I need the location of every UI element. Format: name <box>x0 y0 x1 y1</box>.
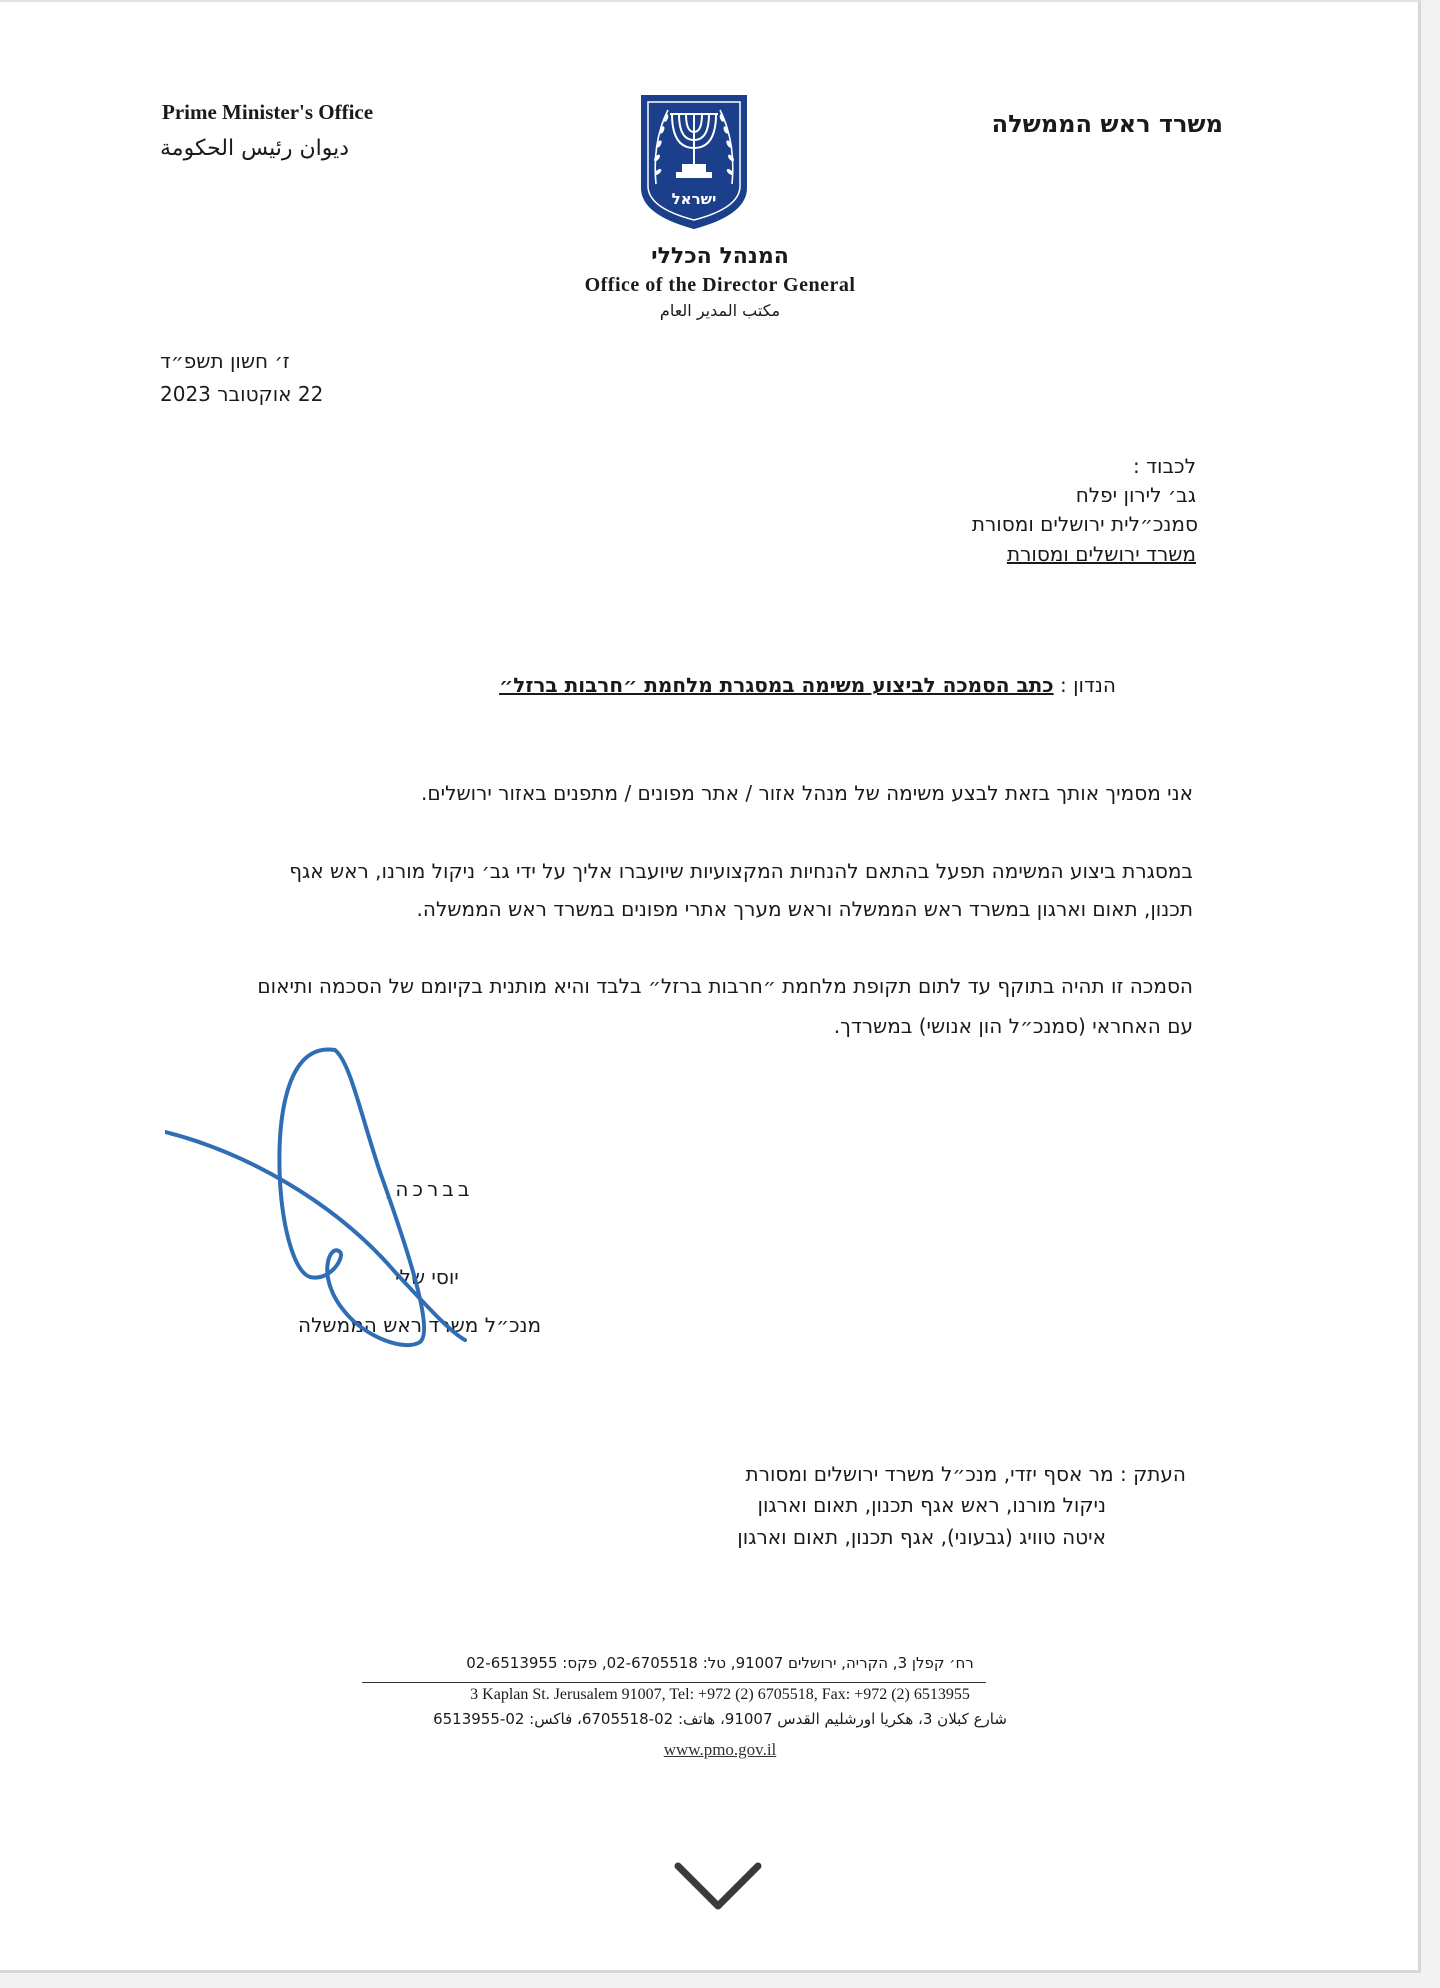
subject-text: כתב הסמכה לביצוע משימה במסגרת מלחמת ״חרבות ברזל״ <box>499 673 1054 697</box>
office-name-hebrew: משרד ראש הממשלה <box>991 110 1223 138</box>
footer-address-hebrew: רח׳ קפלן 3, הקריה, ירושלים 91007, טל: 02-6705518, פקס: 02-6513955 <box>466 1654 974 1672</box>
cc-recipient-2: ניקול מורנו, ראש אגף תכנון, תאום וארגון <box>757 1493 1106 1517</box>
subject-prefix: הנדון : <box>1060 673 1116 697</box>
body-paragraph-3-line-1: הסמכה זו תהיה בתוקף עד לתום תקופת מלחמת ״חרבות ברזל״ בלבד והיא מותנית בקיומם של הסכמה ותיאום <box>257 974 1193 998</box>
state-emblem-icon <box>638 92 750 232</box>
director-general-arabic: مكتب المدير العام <box>659 301 781 320</box>
hebrew-date: ז׳ חשון תשפ״ד <box>160 349 290 373</box>
emblem-label: ישראל <box>671 190 717 208</box>
footer-website-row <box>0 1740 1440 1760</box>
signer-name: יוסי שלי <box>395 1265 459 1289</box>
gregorian-date: 22 אוקטובר 2023 <box>160 382 324 406</box>
addressee-role: סמנכ״לית ירושלים ומסורת <box>971 512 1198 536</box>
director-general-english: Office of the Director General <box>584 274 856 296</box>
addressee-office: משרד ירושלים ומסורת <box>1006 542 1196 566</box>
addressee-name: גב׳ לירון יפלח <box>1075 483 1196 507</box>
footer-website-link[interactable]: www.pmo.gov.il <box>663 1740 777 1759</box>
footer-address-arabic: شارع كبلان 3، هكريا اورشليم القدس 91007، هاتف: 02-6705518، فاكس: 02-6513955 <box>433 1710 1007 1728</box>
body-paragraph-1: אני מסמיך אותך בזאת לבצע משימה של מנהל אזור / אתר מפונים / מתפנים באזור ירושלים. <box>420 781 1193 805</box>
cc-prefix: העתק : <box>1119 1462 1186 1486</box>
cc-recipient-1: מר אסף יזדי, מנכ״ל משרד ירושלים ומסורת <box>745 1462 1114 1486</box>
body-paragraph-3-line-2: עם האחראי (סמנכ״ל הון אנושי) במשרדך. <box>833 1014 1193 1038</box>
signoff-blessing: בברכה, <box>385 1177 474 1201</box>
addressee-salutation: לכבוד : <box>1133 454 1196 478</box>
subject-line <box>499 673 1116 697</box>
office-name-arabic: ديوان رئيس الحكومة <box>160 136 350 161</box>
cc-line-1 <box>746 1462 1186 1486</box>
body-paragraph-2-line-2: תכנון, תאום וארגון במשרד ראש הממשלה וראש מערך אתרי מפונים במשרד ראש הממשלה. <box>416 897 1193 921</box>
footer-address-english: 3 Kaplan St. Jerusalem 91007, Tel: +972 (2) 6705518, Fax: +972 (2) 6513955 <box>470 1686 970 1703</box>
body-paragraph-2-line-1: במסגרת ביצוע המשימה תפעל בהתאם להנחיות המקצועיות שיועברו אליך על ידי גב׳ ניקול מורנו, ראש אגף <box>289 859 1193 883</box>
office-name-english: Prime Minister's Office <box>162 100 374 124</box>
director-general-hebrew: המנהל הכללי <box>651 244 789 269</box>
chevron-down-icon[interactable] <box>672 1860 764 1914</box>
cc-recipient-3: איטה טוויג (גבעוני), אגף תכנון, תאום וארגון <box>737 1525 1106 1549</box>
signer-title: מנכ״ל משרד ראש הממשלה <box>298 1313 542 1337</box>
handwritten-signature <box>165 1042 525 1362</box>
footer-divider <box>362 1682 986 1683</box>
